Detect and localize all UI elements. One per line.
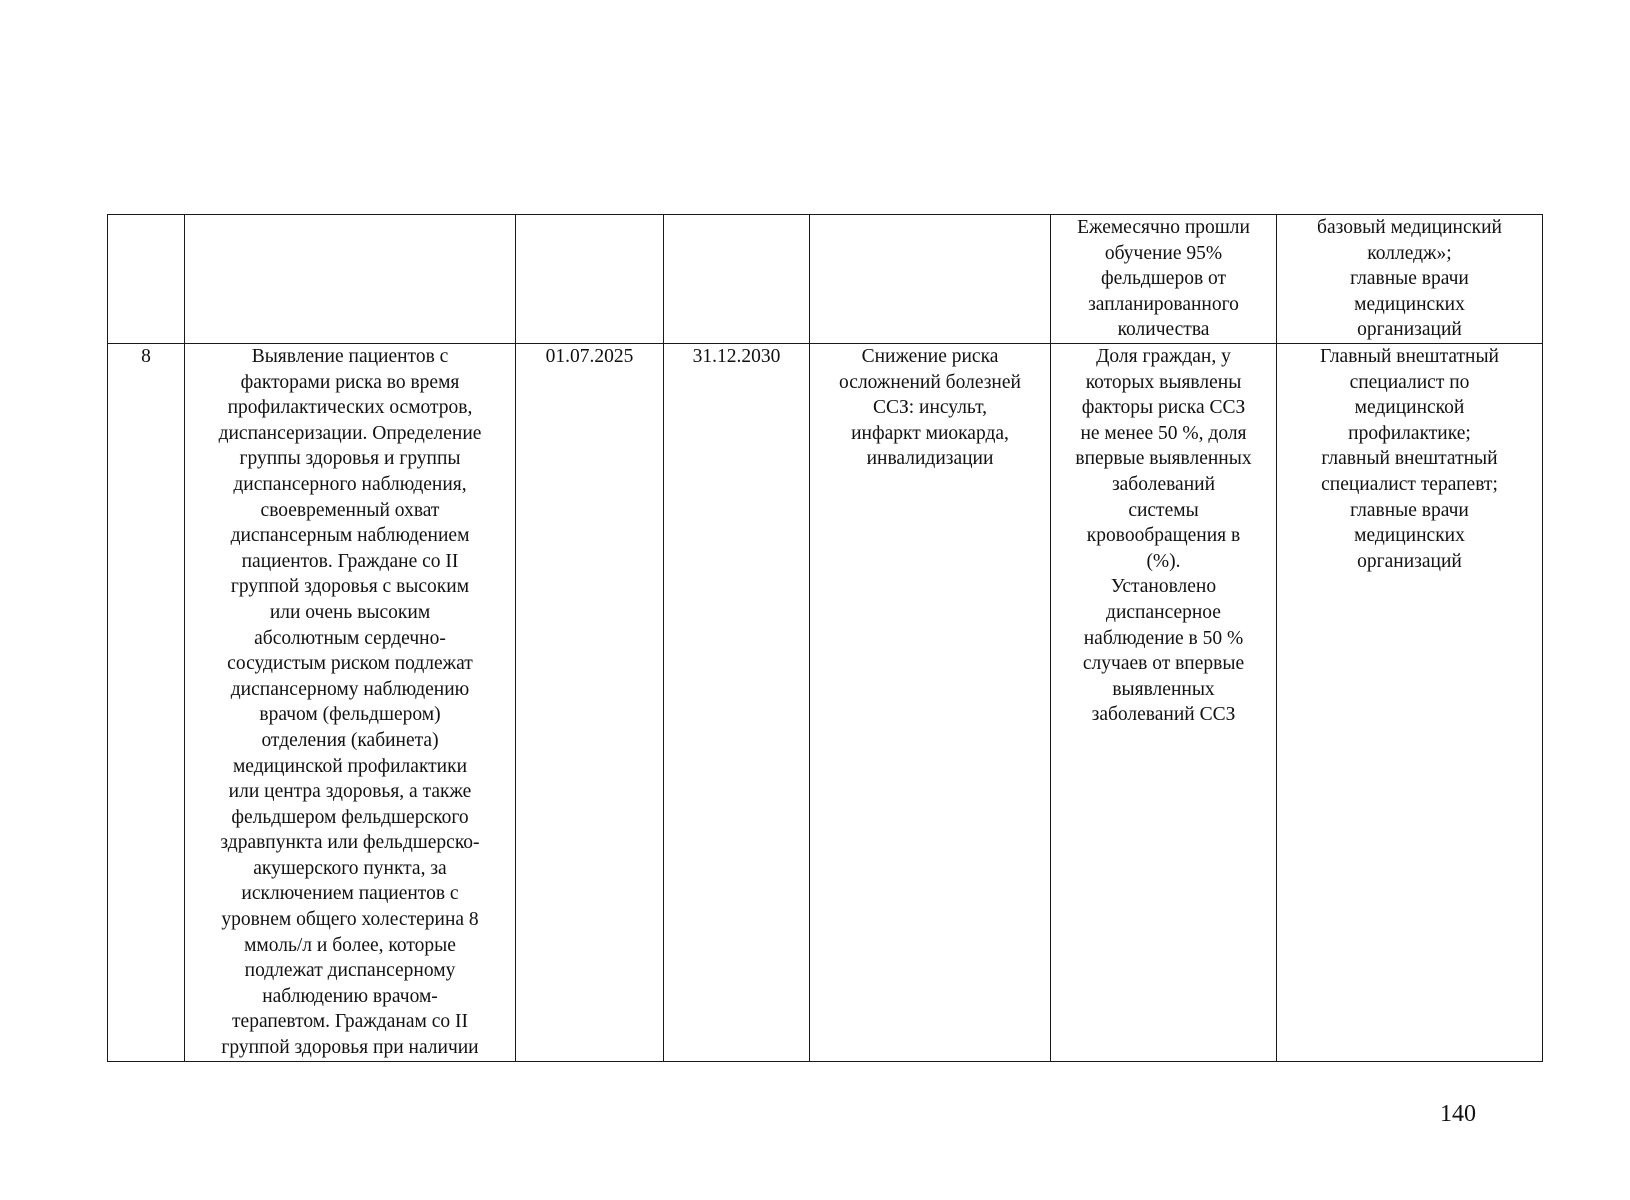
cell-responsible: базовый медицинский колледж»; главные врачи медицинских организаций [1277,215,1543,344]
cell-responsible: Главный внештатный специалист по медицинской профилактике; главный внештатный специалист терапевт; главные врачи медицинских организаций [1277,344,1543,1062]
cell-start-date: 01.07.2025 [516,344,664,1062]
page-number: 140 [1440,1101,1476,1127]
cell-indicator: Ежемесячно прошли обучение 95% фельдшеров от запланированного количества [1051,215,1277,344]
cell-number [108,215,185,344]
cell-end-date [664,215,810,344]
cell-indicator: Доля граждан, у которых выявлены факторы риска ССЗ не менее 50 %, доля впервые выявленных заболеваний системы кровообращения в (%). Установлено диспансерное наблюдение в 50 % случаев от впервые выявленных заболеваний ССЗ [1051,344,1277,1062]
measures-table [107,214,1543,1062]
cell-measure [185,215,516,344]
cell-measure: Выявление пациентов с факторами риска во время профилактических осмотров, диспансеризации. Определение группы здоровья и группы диспансерного наблюдения, своевременный охват диспансерным наблюдением пациентов. Граждане со II группой здоровья с высоким или очень высоким абсолютным сердечно- сосудистым риском подлежат диспансерному наблюдению врачом (фельдшером) отделения (кабинета) медицинской профилактики или центра здоровья, а также фельдшером фельдшерского здравпункта или фельдшерско- акушерского пункта, за исключением пациентов с уровнем общего холестерина 8 ммоль/л и более, которые подлежат диспансерному наблюдению врачом- терапевтом. Гражданам со II группой здоровья при наличии [185,344,516,1062]
cell-expected-result [810,215,1051,344]
cell-end-date: 31.12.2030 [664,344,810,1062]
cell-start-date [516,215,664,344]
cell-expected-result: Снижение риска осложнений болезней ССЗ: инсульт, инфаркт миокарда, инвалидизации [810,344,1051,1062]
cell-number: 8 [108,344,185,1062]
table-row-continuation [108,215,1543,344]
table-row-8 [108,344,1543,1062]
